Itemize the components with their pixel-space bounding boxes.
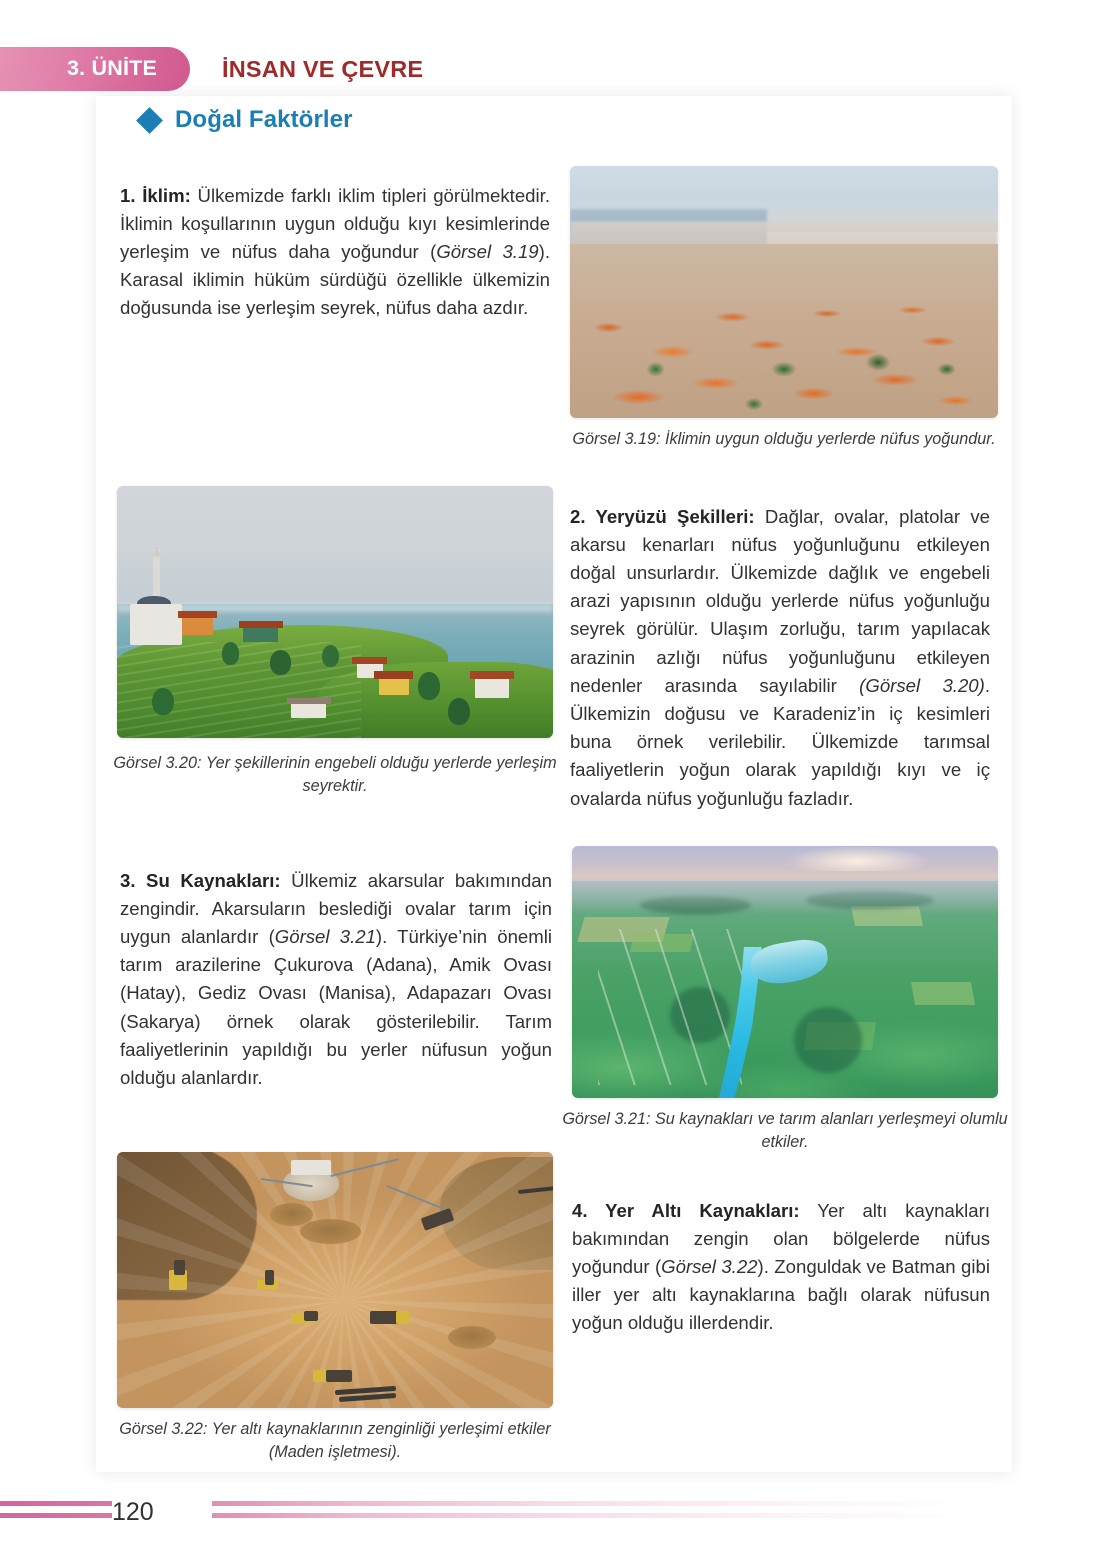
open-pit-mine-aerial-illustration (117, 1152, 553, 1408)
paragraph-yeryuzu-body-2: . Ülkemizin doğusu ve Karadeniz’in iç kesimleri buna örnek verilebilir. Ülkemizde tarımsal faaliyetlerin yoğun olarak yapıldığı kıyı ve iç ovalarda nüfus yoğunluğu fazladır. (570, 674, 990, 809)
paragraph-yeryuzu-ref: (Görsel 3.20) (859, 674, 985, 696)
page-header (0, 47, 1106, 91)
figure-gorsel-3-21-caption: Görsel 3.21: Su kaynakları ve tarım alanları yerleşmeyi olumlu etkiler. (562, 1110, 1008, 1151)
paragraph-su-heading: 3. Su Kaynakları: (120, 869, 281, 891)
section-heading (140, 106, 353, 134)
figure-gorsel-3-21 (572, 846, 998, 1098)
unit-tab (0, 47, 190, 91)
paragraph-yeralti-body-2: ). Zonguldak ve Batman gibi iller yer altı kaynaklarına bağlı olarak nüfusun yoğun olduğu illerdendir. (572, 1256, 990, 1334)
river-farmland-aerial-illustration (572, 846, 998, 1098)
page-number: 120 (112, 1494, 212, 1530)
paragraph-su-body-2: ). Türkiye’nin önemli tarım arazilerine Çukurova (Adana), Amik Ovası (Hatay), Gediz Ovası (Manisa), Adapazarı Ovası (Sakarya) örnek olarak gösterilebilir. Tarım faaliyetlerinin yapıldığı bu yerler nüfusun yoğun olduğu alanlardır. (120, 926, 553, 1089)
paragraph-yeralti-heading: 4. Yer Altı Kaynakları: (572, 1199, 800, 1221)
paragraph-yeralti-ref: Görsel 3.22 (661, 1256, 758, 1277)
paragraph-su-kaynaklari (120, 867, 552, 1093)
paragraph-su-ref: Görsel 3.21 (274, 926, 376, 947)
figure-gorsel-3-22-image (117, 1152, 553, 1408)
paragraph-yeryuzu-body-1: Dağlar, ovalar, platolar ve akarsu kenarları nüfus yoğunluğunu etkileyen doğal unsurlardır. Ülkemizde dağlık ve engebeli arazi yapısının olduğu yerlerde nüfus yoğunluğu seyrek görülür. Ulaşım zorluğu, tarım yapılacak arazinin azlığı nüfus yoğunluğunu etkileyen nedenler arasında sayılabilir (570, 505, 991, 696)
figure-gorsel-3-22-caption: Görsel 3.22: Yer altı kaynaklarının zenginliği yerleşimi etkiler (Maden işletmesi). (119, 1420, 551, 1461)
figure-gorsel-3-19 (570, 166, 998, 418)
page-title: İNSAN VE ÇEVRE (222, 56, 424, 82)
paragraph-iklim (120, 182, 550, 323)
paragraph-iklim-body-2: ). Karasal iklimin hüküm sürdüğü özellikle ülkemizin doğusunda ise yerleşim seyrek, nüfus daha azdır. (120, 241, 550, 319)
figure-gorsel-3-20-caption: Görsel 3.20: Yer şekillerinin engebeli olduğu yerlerde yerleşim seyrektir. (113, 754, 557, 795)
paragraph-yer-alti-kaynaklari (572, 1197, 990, 1338)
paragraph-iklim-heading: 1. İklim: (120, 184, 191, 206)
paragraph-su-body-1: Ülkemiz akarsular bakımından zengindir. Akarsuların beslediği ovalar tarım için uygun alanlardır ( (120, 869, 552, 947)
diamond-bullet-icon (136, 107, 163, 134)
paragraph-iklim-ref: Görsel 3.19 (436, 241, 539, 262)
figure-gorsel-3-21-image (572, 846, 998, 1098)
figure-gorsel-3-20 (117, 486, 553, 738)
coastal-town-aerial-illustration (570, 166, 998, 418)
paragraph-yeryuzu-heading: 2. Yeryüzü Şekilleri: (570, 505, 755, 527)
paragraph-yeralti-body-1: Yer altı kaynakları bakımından zengin olan bölgelerde nüfus yoğundur ( (572, 1199, 990, 1277)
figure-gorsel-3-20-image (117, 486, 553, 738)
figure-gorsel-3-19-image (570, 166, 998, 418)
section-heading-label: Doğal Faktörler (175, 106, 353, 133)
paragraph-yeryuzu-sekilleri (570, 503, 990, 813)
unit-tab-label: 3. ÜNİTE (66, 56, 157, 81)
figure-gorsel-3-22 (117, 1152, 553, 1408)
paragraph-iklim-body-1: Ülkemizde farklı iklim tipleri görülmektedir. İklimin koşullarının uygun olduğu kıyı kesimlerinde yerleşim ve nüfus daha yoğundur ( (120, 184, 550, 262)
figure-gorsel-3-19-caption: Görsel 3.19: İklimin uygun olduğu yerlerde nüfus yoğundur. (572, 430, 996, 448)
hillside-village-illustration (117, 486, 553, 738)
